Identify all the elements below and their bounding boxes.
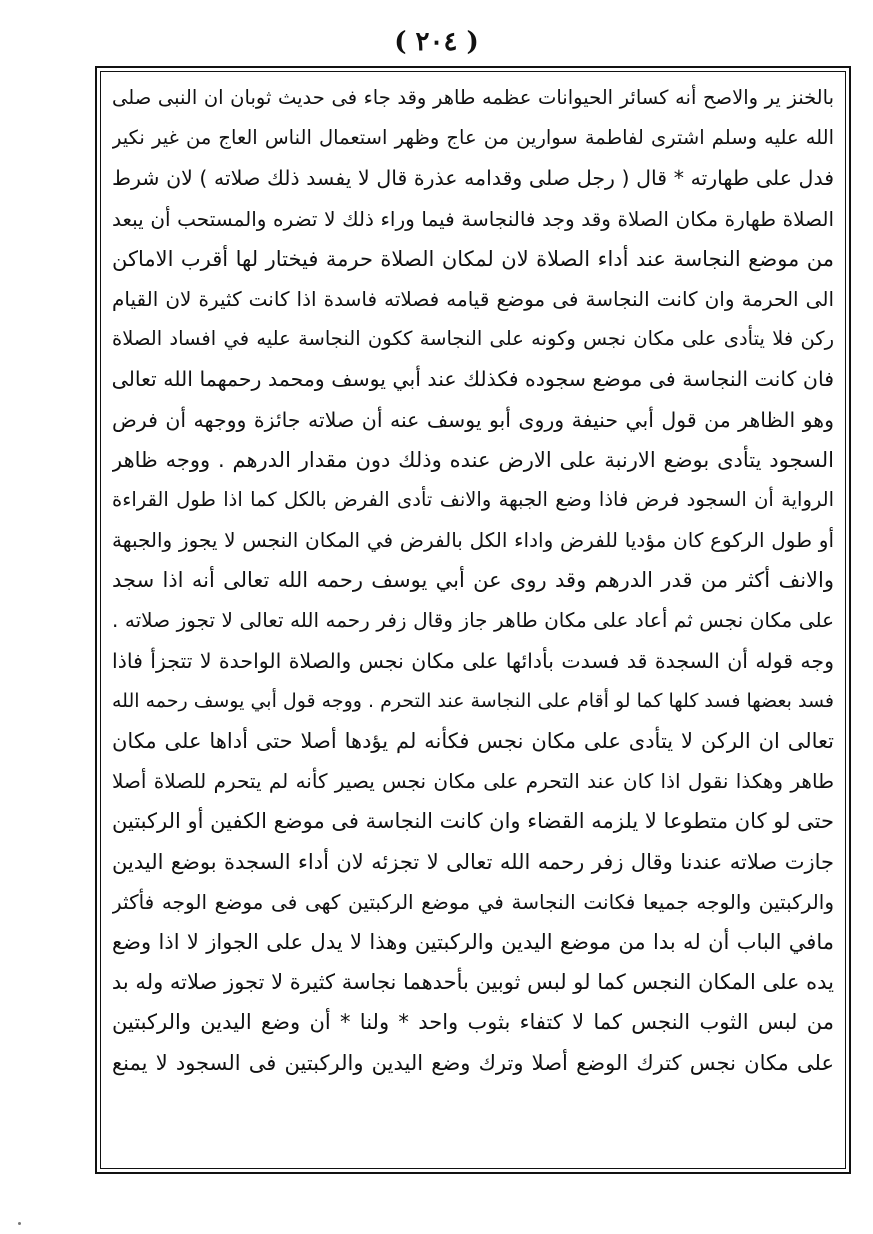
text-line: فان كانت النجاسة فى موضع سجوده فكذلك عند أبي يوسف ومحمد رحمهما الله تعالى (112, 367, 834, 392)
text-line: طاهر وهكذا نقول اذا كان عند التحرم على مكان نجس يصير كأنه لم يتحرم للصلاة أصلا (112, 769, 834, 794)
text-line: من موضع النجاسة عند أداء الصلاة لان لمكان الصلاة حرمة فيختار لها أقرب الاماكن (112, 246, 834, 271)
body-text (112, 78, 834, 1164)
text-line: وهو الظاهر من قول أبي حنيفة وروى أبو يوسف عنه أن صلاته جائزة ووجهه أن فرض (112, 407, 834, 432)
text-line: حتى لو كان متطوعا لا يلزمه القضاء وان كانت النجاسة فى موضع الكفين أو الركبتين (112, 809, 834, 834)
margin-speck (18, 1222, 21, 1225)
text-line: السجود يتأدى بوضع الارنبة على الارض عنده وذلك دون مقدار الدرهم . ووجه ظاهر (112, 447, 834, 472)
text-line: تعالى ان الركن لا يتأدى على مكان نجس فكأنه لم يؤدها أصلا حتى أداها على مكان (112, 729, 834, 753)
text-line: فسد بعضها فسد كلها كما لو أقام على النجاسة عند التحرم . ووجه قول أبي يوسف رحمه الله (112, 689, 834, 712)
text-line: الرواية أن السجود فرض فاذا وضع الجبهة والانف تأدى الفرض بالكل كما اذا طول القراءة (112, 487, 834, 511)
text-line: من لبس الثوب النجس كما لا كتفاء بثوب واحد * ولنا * أن وضع اليدين والركبتين (112, 1010, 834, 1035)
text-line: والركبتين والوجه جميعا فكانت النجاسة في موضع الركبتين كهى فى موضع الوجه فأكثر (112, 889, 834, 914)
text-line: على مكان نجس كترك الوضع أصلا وترك وضع اليدين والركبتين فى السجود لا يمنع (112, 1050, 834, 1075)
page-number: ( ٢٠٤ ) (394, 27, 479, 57)
text-line: الى الحرمة وان كانت النجاسة فى موضع قيامه فصلاته فاسدة اذا كانت كثيرة لان القيام (112, 286, 834, 311)
text-line: ركن فلا يتأدى على مكان نجس وكونه على النجاسة ككون النجاسة عليه في افساد الصلاة (112, 327, 834, 351)
text-line: أو طول الركوع كان مؤديا للفرض واداء الكل بالفرض في المكان النجس لا يجوز والجبهة (112, 528, 834, 553)
text-line: الله عليه وسلم اشترى لفاطمة سوارين من عاج وظهر استعمال الناس العاج من غير نكير (112, 126, 834, 150)
text-line: على مكان نجس ثم أعاد على مكان طاهر جاز وقال زفر رحمه الله تعالى لا تجوز صلاته . (112, 608, 834, 633)
text-line: يده على المكان النجس كما لو لبس ثوبين بأحدهما نجاسة كثيرة لا تجوز صلاته وله بد (112, 970, 834, 995)
text-line: بالخنز ير والاصح أنه كسائر الحيوانات عظمه طاهر وقد جاء فى حديث ثوبان ان النبى صلى (112, 86, 834, 109)
text-line: جازت صلاته عندنا وقال زفر رحمه الله تعالى لا تجزئه لان أداء السجدة بوضع اليدين (112, 849, 834, 874)
text-line: مافي الباب أن له بدا من موضع اليدين والركبتين وهذا لا يدل على الجواز لا اذا وضع (112, 929, 834, 954)
text-line: الصلاة طهارة مكان الصلاة وقد وجد فالنجاسة فيما وراء ذلك لا تضره والمستحب أن يبعد (112, 206, 834, 231)
text-line: وجه قوله أن السجدة قد فسدت بأدائها على مكان نجس والصلاة الواحدة لا تتجزأ فاذا (112, 648, 834, 673)
text-line: فدل على طهارته * قال ( رجل صلى وقدامه عذرة قال لا يفسد ذلك صلاته ) لان شرط (112, 166, 834, 191)
text-line: والانف أكثر من قدر الدرهم وقد روى عن أبي يوسف رحمه الله تعالى أنه اذا سجد (112, 568, 834, 593)
